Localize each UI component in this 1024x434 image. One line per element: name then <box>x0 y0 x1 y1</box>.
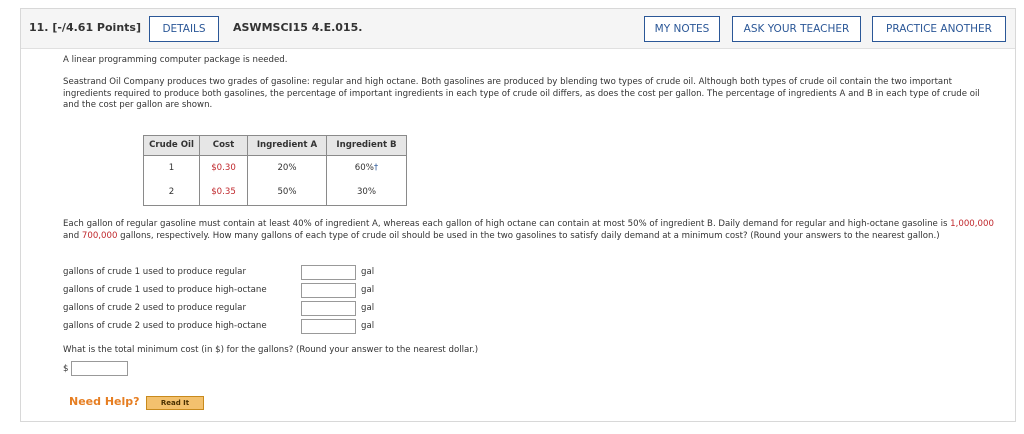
table-header: Cost <box>200 136 248 156</box>
intro-text: A linear programming computer package is needed. <box>63 55 288 65</box>
table-header: Ingredient A <box>248 136 327 156</box>
table-header: Ingredient B <box>327 136 407 156</box>
assignment-id: ASWMSCI15 4.E.015. <box>233 21 363 34</box>
practice-another-button[interactable]: PRACTICE ANOTHER <box>872 16 1006 42</box>
table-cell: 1 <box>144 156 200 181</box>
high-octane-demand: 700,000 <box>81 230 118 241</box>
unit-label: gal <box>361 285 375 295</box>
table-cell: $0.35 <box>200 181 248 206</box>
dollar-sign: $ <box>63 364 69 374</box>
table-cell: 50% <box>248 181 327 206</box>
unit-label: gal <box>361 321 375 331</box>
total-cost-input[interactable] <box>71 361 128 376</box>
crude2-high-octane-input[interactable] <box>301 319 356 334</box>
table-cell: $0.30 <box>200 156 248 181</box>
ask-teacher-button[interactable]: ASK YOUR TEACHER <box>732 16 861 42</box>
unit-label: gal <box>361 267 375 277</box>
question-header <box>21 9 1015 49</box>
table-cell: 60%† <box>327 156 407 181</box>
answer-label: gallons of crude 2 used to produce regular <box>63 303 246 313</box>
crude-oil-table <box>143 135 407 206</box>
question-card <box>20 8 1016 422</box>
answer-label: gallons of crude 2 used to produce high-octane <box>63 321 267 331</box>
demand-paragraph: Each gallon of regular gasoline must contain at least 40% of ingredient A, whereas each gallon of high octane can contain at most 50% of ingredient B. Daily demand for regular and high-octane gasoline is 1,000,000 and 700,000 gallons, respectively. How many gallons of each type of crude oil should be used in the two gasolines to satisfy daily demand at a minimum cost? (Round your answers to the nearest gallon.) <box>63 219 994 241</box>
table-row <box>144 181 407 206</box>
my-notes-button[interactable]: MY NOTES <box>644 16 720 42</box>
table-cell: 2 <box>144 181 200 206</box>
table-header: Crude Oil <box>144 136 200 156</box>
read-it-button[interactable]: Read It <box>146 396 204 410</box>
crude2-regular-input[interactable] <box>301 301 356 316</box>
crude1-high-octane-input[interactable] <box>301 283 356 298</box>
cost-question: What is the total minimum cost (in $) for the gallons? (Round your answer to the nearest dollar.) <box>63 345 479 355</box>
question-number: 11. [-/4.61 Points] <box>29 21 141 34</box>
details-button[interactable]: DETAILS <box>149 16 219 42</box>
dagger-mark: † <box>373 162 379 173</box>
crude1-regular-input[interactable] <box>301 265 356 280</box>
table-header-row <box>144 136 407 156</box>
answer-label: gallons of crude 1 used to produce regular <box>63 267 246 277</box>
table-row <box>144 156 407 181</box>
need-help-label: Need Help? <box>69 395 140 408</box>
table-cell: 30% <box>327 181 407 206</box>
table-cell: 20% <box>248 156 327 181</box>
problem-paragraph: Seastrand Oil Company produces two grades of gasoline: regular and high octane. Both gasolines are produced by blending two types of crude oil. Although both types of crude oil contain the two important ingredients required to produce both gasolines, the percentage of important ingredients in each type of crude oil differs, as does the cost per gallon. The percentage of ingredients A and B in each type of crude oil and the cost per gallon are shown. <box>63 77 980 110</box>
answer-label: gallons of crude 1 used to produce high-octane <box>63 285 267 295</box>
unit-label: gal <box>361 303 375 313</box>
regular-demand: 1,000,000 <box>950 219 994 229</box>
